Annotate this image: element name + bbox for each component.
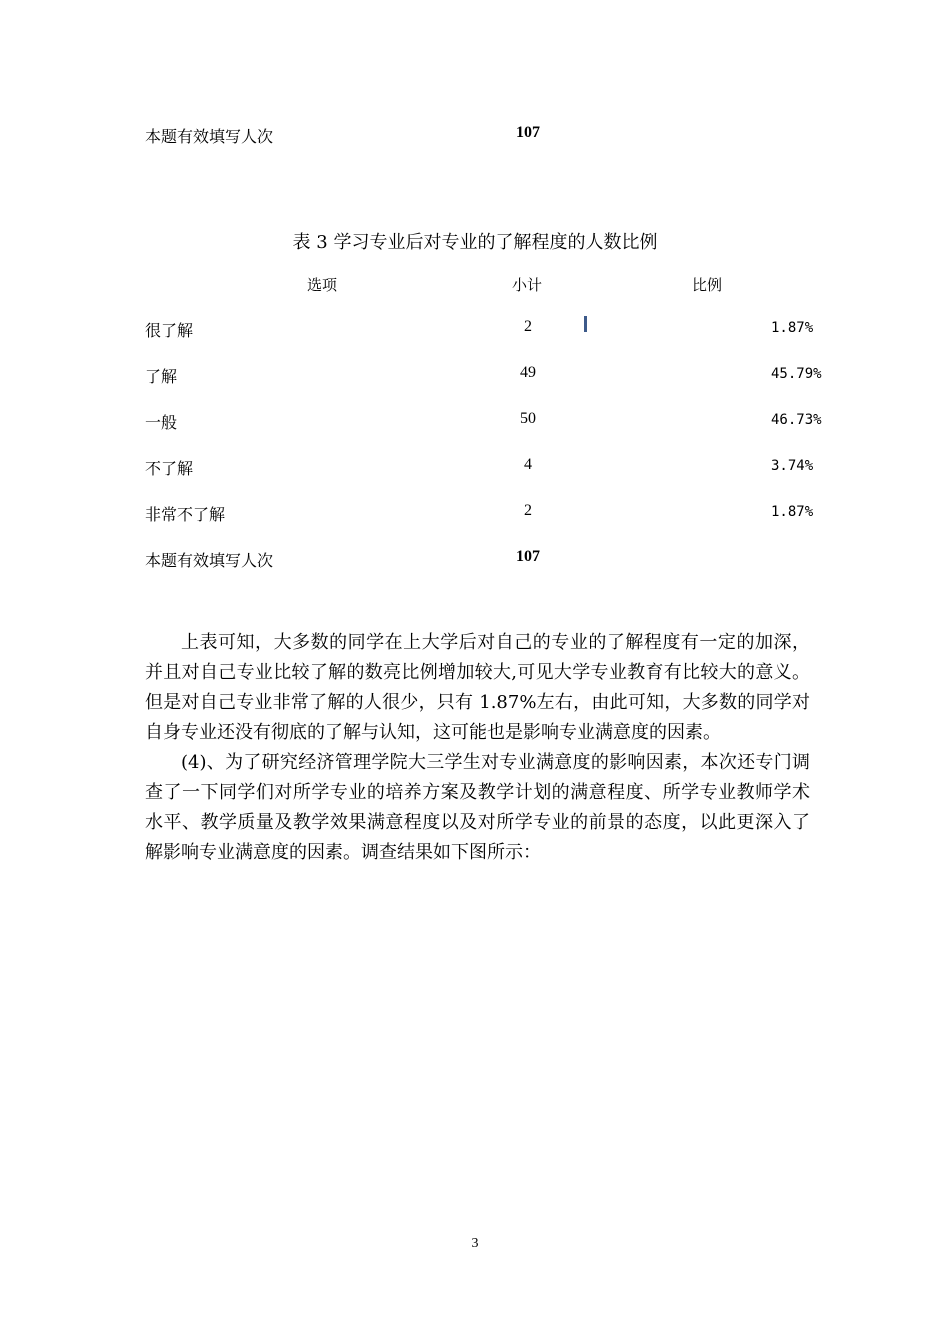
paragraph-analysis: 上表可知，大多数的同学在上大学后对自己的专业的了解程度有一定的加深，并且对自己专业比较了解的数亮比例增加较大,可见大学专业教育有比较大的意义。但是对自己专业非常了解的人很少，只有 1.87%左右，由此可知，大多数的同学对自身专业还没有彻底的了解与认知，这可能也是影响专业满意度的因素。 [145,632,810,743]
table-title: 表 3 学习专业后对专业的了解程度的人数比例 [292,232,658,253]
row-count: 2 [524,318,532,335]
top-summary-value: 107 [516,124,540,141]
row-ratio: 46.73% [771,412,822,428]
row-ratio: 1.87% [771,320,814,336]
body-text [145,628,810,868]
row-option: 很了解 [145,321,194,340]
header-count: 小计 [512,276,543,294]
page-number: 3 [471,1236,479,1251]
ratio-bar [584,316,587,332]
table-summary-value: 107 [516,548,540,565]
row-option: 一般 [145,413,178,432]
header-option: 选项 [307,276,338,294]
header-ratio: 比例 [692,276,723,294]
row-option: 不了解 [145,459,194,478]
row-option: 了解 [145,367,178,386]
row-count: 49 [520,364,536,381]
row-option: 非常不了解 [145,505,226,524]
row-count: 4 [524,456,532,473]
row-ratio: 1.87% [771,504,814,520]
row-count: 2 [524,502,532,519]
row-count: 50 [520,410,536,427]
row-ratio: 45.79% [771,366,822,382]
top-summary-label: 本题有效填写人次 [145,127,274,146]
row-ratio: 3.74% [771,458,814,474]
paragraph-study-intro: (4)、为了研究经济管理学院大三学生对专业满意度的影响因素，本次还专门调查了一下同学们对所学专业的培养方案及教学计划的满意程度、所学专业教师学术水平、教学质量及教学效果满意程度以及对所学专业的前景的态度，以此更深入了解影响专业满意度的因素。调查结果如下图所示： [145,752,810,863]
table-summary-label: 本题有效填写人次 [145,551,274,570]
